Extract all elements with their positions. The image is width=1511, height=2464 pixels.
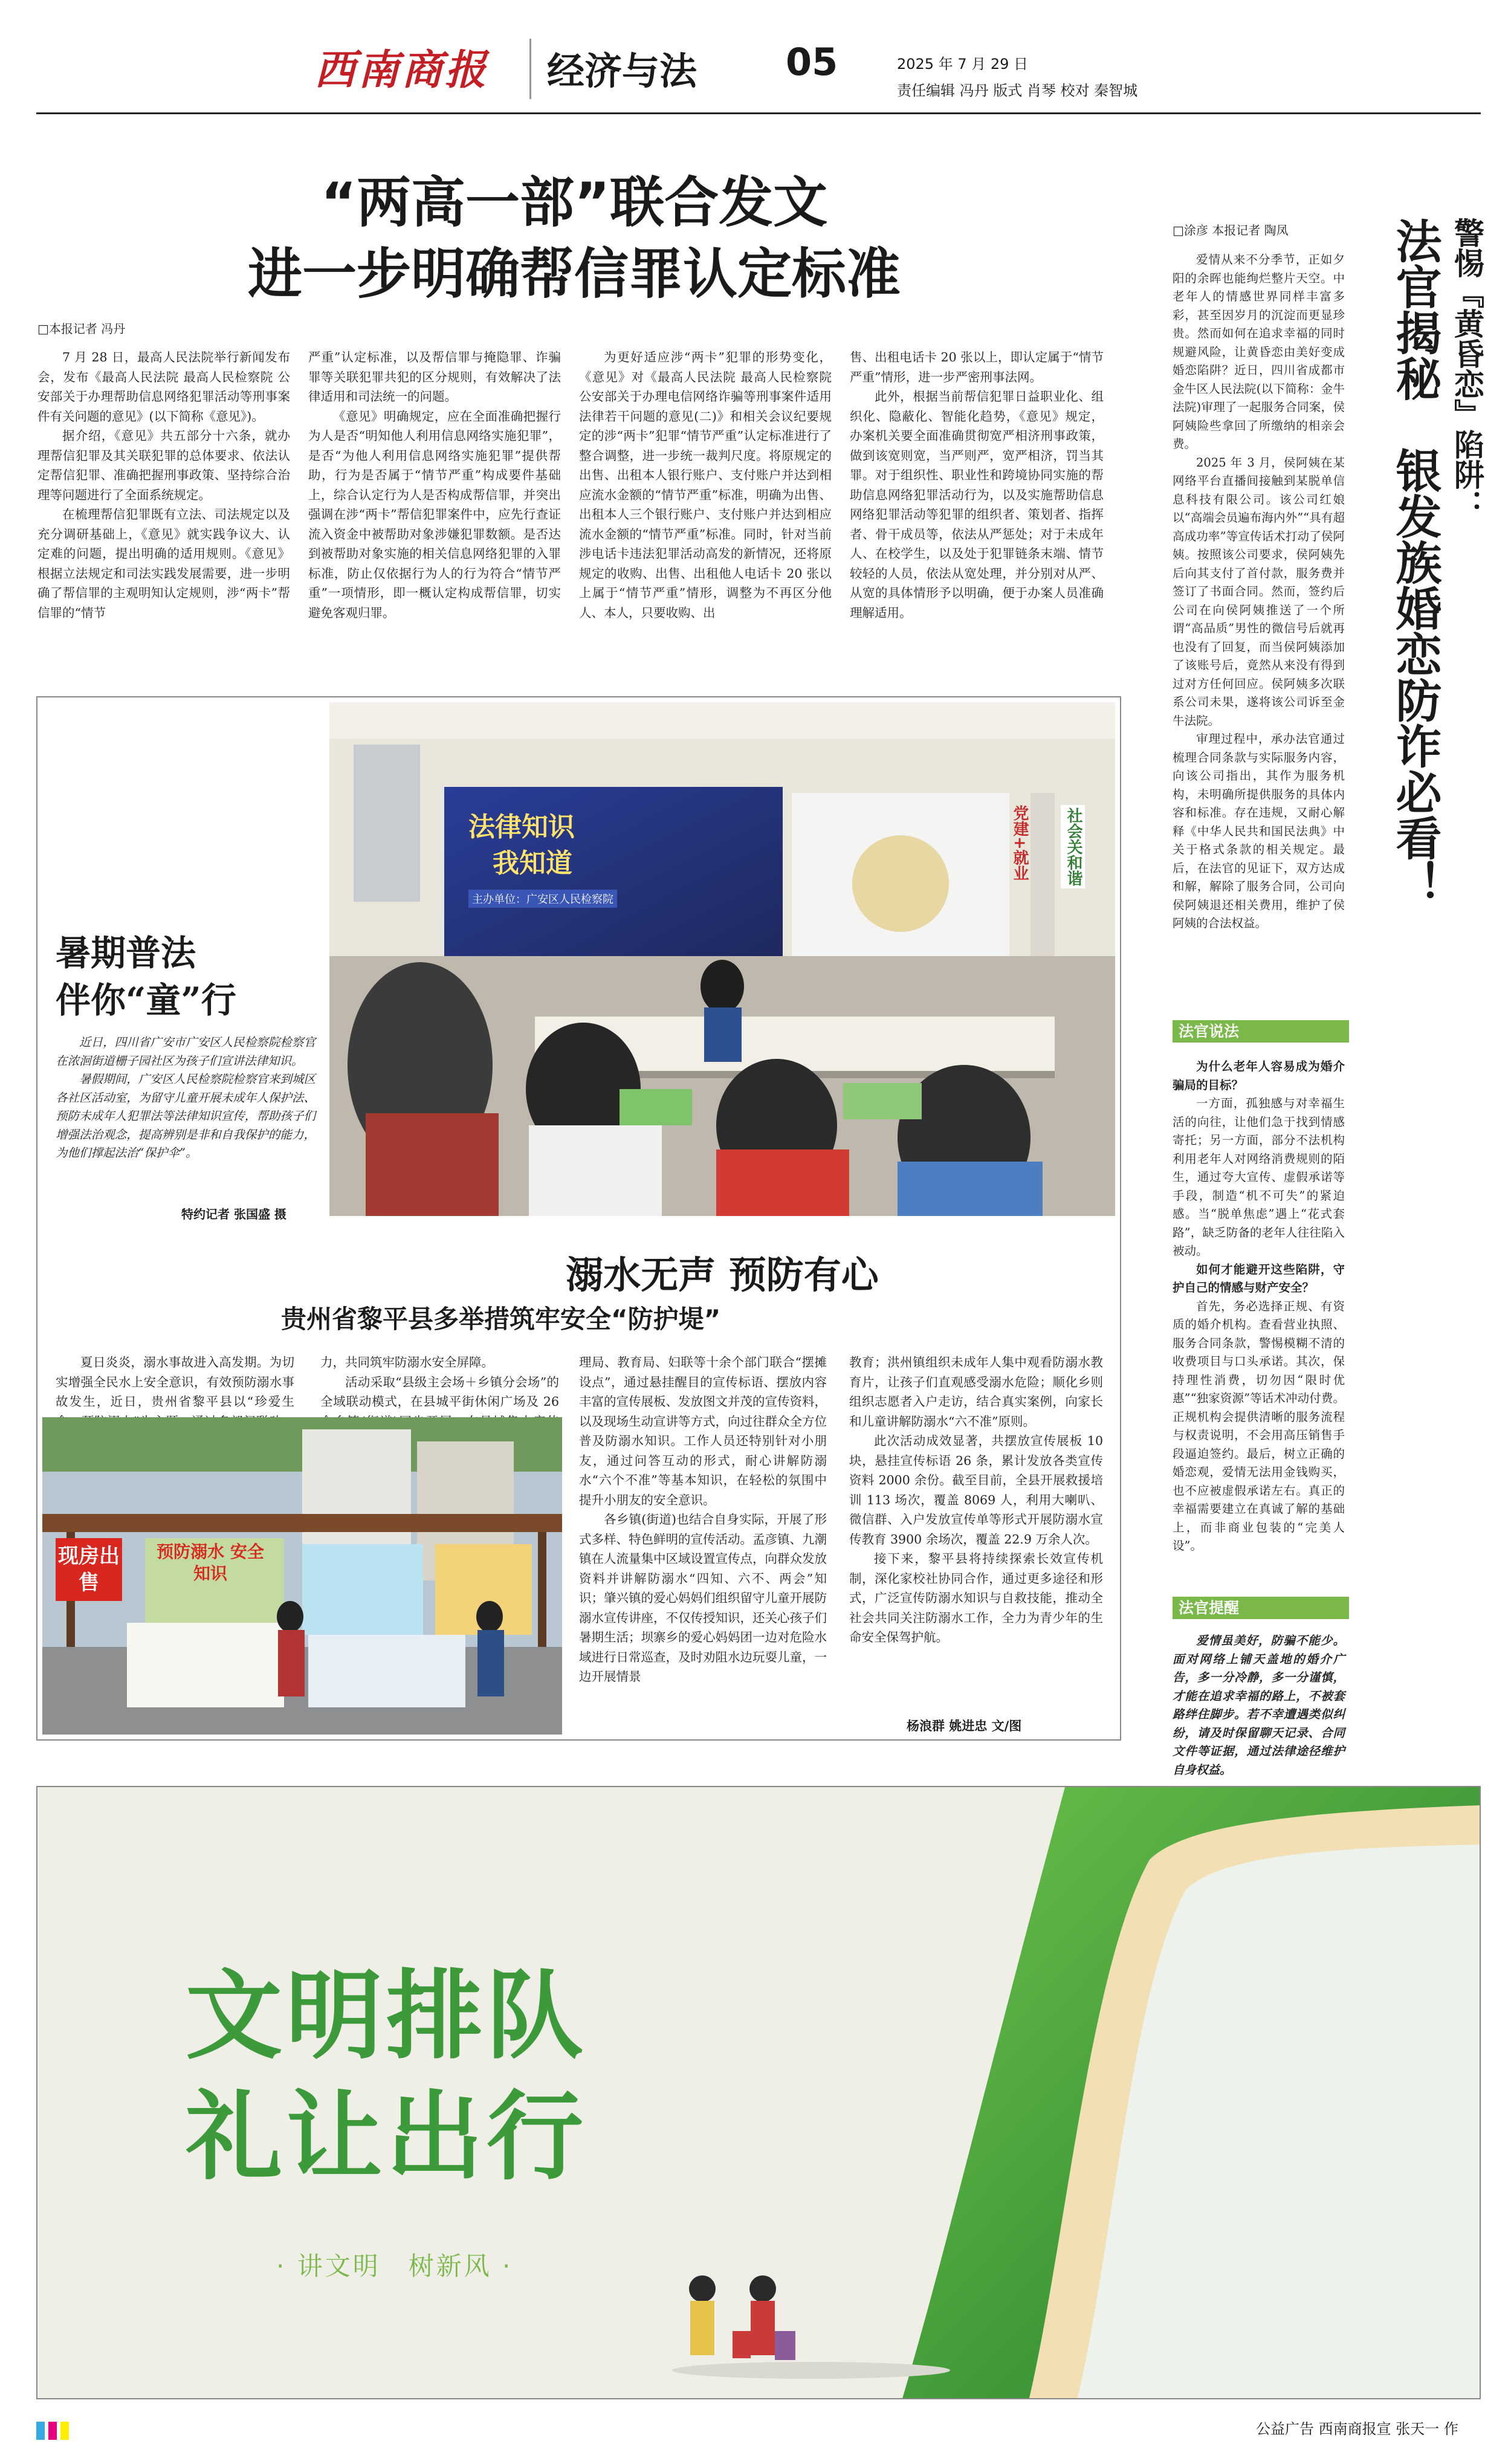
lead-headline-1: “两高一部”联合发文 (320, 171, 828, 234)
summer-caption (56, 1033, 315, 1163)
masthead-rule (36, 112, 1481, 114)
judge-reminder-label: 法官提醒 (1173, 1597, 1349, 1619)
banner-right: 社会关和谐 (1061, 805, 1085, 888)
paragraph: 近日，四川省广安市广安区人民检察院检察官在浓洄街道栅子园社区为孩子们宣讲法律知识。 (56, 1035, 315, 1068)
judge-qa (1173, 1058, 1345, 1556)
lead-col-2 (308, 348, 561, 622)
paragraph: 理局、教育局、妇联等十余个部门联合“摆摊设点”，通过悬挂醒目的宣传标语、摆放内容丰富的宣传展板、发放图文并茂的宣传资料，以及现场生动宣讲等方式，向过往群众全方位普及防溺水知识。工作人员还特别针对小朋友，通过问答互动的形式，耐心讲解防溺水“六个不准”等基本知识，在轻松的氛围中提升小朋友的安全意识。 (579, 1355, 827, 1507)
paragraph: 审理过程中，承办法官通过梳理合同条款与实际服务内容，向该公司指出，其作为服务机构，未明确所提供服务的具体内容和标准。存在违规，又耐心解释《中华人民共和国民法典》中关于格式条款的相关规定。最后，在法官的见证下，双方达成和解，解除了服务合同，公司向侯阿姨退还相关费用，维护了侯阿姨的合法权益。 (1173, 732, 1345, 930)
masthead-logo: 西南商报 (314, 46, 489, 94)
drowning-photo (42, 1417, 562, 1735)
drown-col-3 (579, 1353, 827, 1687)
vertical-title-2: 法官揭秘 (1388, 218, 1442, 401)
board-sponsor: 主办单位：广安区人民检察院 (468, 890, 617, 908)
sale-sign: 现房出售 (56, 1538, 122, 1601)
issue-date: 2025 年 7 月 29 日 (897, 56, 1029, 73)
paragraph: 在梳理帮信犯罪既有立法、司法规定以及充分调研基础上，《意见》就实践争议大、认定难的问题，提出明确的适用规则。《意见》根据立法规定和司法实践发展需要，进一步明确了帮信罪的主观明知认定规则，涉“两卡”帮信罪的“情节 (37, 507, 290, 620)
classroom-photo (329, 702, 1115, 1216)
paragraph: 夏日炎炎，溺水事故进入高发期。为切实增强全民水上安全意识，有效预防溺水事故发生，近日，贵州省黎平县以“珍爱生 (56, 1355, 294, 1409)
drown-title: 溺水无声 预防有心 (566, 1253, 879, 1297)
vertical-title-3: 银发族婚恋防诈必看！ (1388, 447, 1442, 907)
paragraph: 此次活动成效显著，共摆放宣传展板 10 块，悬挂宣传标语 26 条，累计发放各类宣传资料 2000 余份。截至目前，全县开展救援培训 113 场次，覆盖 8069 人，利用大喇叭、微信群、入户发放宣传单等形式开展防溺水宣传教育 3900 余场次，覆盖 22.9 万余人次。 (849, 1434, 1103, 1547)
drown-col-4 (849, 1353, 1103, 1648)
judge-reminder (1173, 1632, 1345, 1779)
board-heading-2: 我知道 (493, 848, 572, 879)
ad-title-1: 文明排队 (186, 1959, 587, 2072)
paragraph: 为更好适应涉“两卡”犯罪的形势变化，《意见》对《最高人民法院 最高人民检察院 公安部关于办理电信网络诈骗等刑事案件适用法律若干问题的意见(二)》和相关会议纪要规定的涉“两卡”犯罪“情节严重”认定标准进行了整合调整，进一步统一裁判尺度。将原规定的出售、出租本人银行账户、支付账户并达到相应流水金额的“情节严重”标准，明确为出售、出租本人三个银行账户、支付账户并达到相应流水金额的“情节严重”标准。同时，针对当前涉电话卡违法犯罪活动高发的新情况，还将原规定的收购、出售、出租他人电话卡 20 张以上属于“情节严重”情形，调整为不再区分他人、本人，只要收购、出 (579, 350, 832, 620)
lead-byline: □本报记者 冯丹 (37, 322, 126, 336)
paragraph: 各乡镇(街道)也结合自身实际，开展了形式多样、特色鲜明的宣传活动。孟彦镇、九潮镇在人流量集中区域设置宣传点，向群众发放资料并讲解防溺水“四知、六不、两会”知识；肇兴镇的爱心妈妈们组织留守儿童开展防溺水宣传讲座，不仅传授知识，还关心孩子们暑期生活；坝寨乡的爱心妈妈团一边对危险水域进行日常巡查，及时劝阻水边玩耍儿童，一边开展情景 (579, 1512, 827, 1684)
page-number: 05 (786, 40, 838, 84)
drown-credit: 杨浪群 姚进忠 文/图 (907, 1719, 1022, 1733)
paragraph: 严重”认定标准，以及帮信罪与掩隐罪、诈骗罪等关联犯罪共犯的区分规则，有效解决了法律适用和司法统一的问题。 (308, 350, 561, 404)
question-heading: 如何才能避开这些陷阱，守护自己的情感与财产安全？ (1173, 1262, 1345, 1295)
paragraph: 《意见》明确规定，应在全面准确把握行为人是否“明知他人利用信息网络实施犯罪”，是否“为他人利用信息网络实施犯罪”提供帮助，行为是否属于“情节严重”构成要件基础上，综合认定行为人是否构成帮信罪，并突出强调在涉“两卡”帮信犯罪案件中，应先行查证流入资金中被帮助对象涉嫌犯罪数额。是否达到被帮助对象实施的相关信息网络犯罪的入罪标准，防止仅依据行为人的行为符合“情节严重”一项情形，即一概认定构成帮信罪，切实避免客观归罪。 (308, 409, 561, 620)
color-bar-cyan (36, 2422, 45, 2440)
board-heading-1: 法律知识 (468, 812, 575, 842)
drown-subtitle: 贵州省黎平县多举措筑牢安全“防护堤” (281, 1304, 721, 1334)
lead-col-4 (850, 348, 1104, 622)
paragraph: 活动采取“县级主会场＋乡镇分会场”的全域联动模式，在县城平街休闲广场及 26 (320, 1374, 559, 1409)
banner-left: 党建+就业 (1011, 805, 1029, 881)
section-title: 经济与法 (547, 49, 697, 93)
right-article-body (1173, 251, 1345, 933)
masthead-divider (529, 39, 531, 99)
color-bar-magenta (48, 2422, 57, 2440)
color-bar-yellow (60, 2422, 69, 2440)
lead-col-3 (579, 348, 832, 622)
summer-title-2: 伴你“童”行 (56, 980, 236, 1021)
right-byline: □涂彦 本报记者 陶凤 (1173, 223, 1289, 238)
paragraph: 接下来，黎平县将持续探索长效宣传机制，深化家校社协同合作，通过更多途径和形式，广泛宣传防溺水知识与自救技能，推动全社会共同关注防溺水工作，全力为青少年的生命安全保驾护航。 (849, 1551, 1103, 1644)
paragraph: 暑假期间，广安区人民检察院检察官来到城区各社区活动室，为留守儿童开展未成年人保护法、预防未成年人犯罪法等法律知识宣传，帮助孩子们增强法治观念，提高辨别是非和自我保护的能力，为他们撑起法治“保护伞”。 (56, 1072, 315, 1160)
paragraph: 2025 年 3 月，侯阿姨在某网络平台直播间接触到某脱单信息科技有限公司。该公司红娘以“高端会员遍布海内外”“具有超高成功率”等宣传话术打动了侯阿姨。按照该公司要求，侯阿姨先后向其支付了首付款，服务费并签订了书面合同。然而，签约后公司在向侯阿姨推送了一个所谓“高品质”男性的微信号后就再也没有了回复，而当侯阿姨添加了该账号后，竟然从来没有得到过对方任何回应。侯阿姨多次联系公司未果，遂将该公司诉至金牛法院。 (1173, 455, 1345, 728)
lead-headline-2: 进一步明确帮信罪认定标准 (248, 242, 901, 306)
lead-col-1 (37, 348, 290, 622)
paragraph: 一方面，孤独感与对幸福生活的向往，让他们急于找到情感寄托；另一方面，部分不法机构利用老年人对网络消费规则的陌生，通过夸大宣传、虚假承诺等手段，制造“机不可失”的紧迫感。当“脱单焦虑”遇上“花式套路”，缺乏防备的老年人往往陷入被动。 (1173, 1096, 1345, 1258)
editor-credits: 责任编辑 冯丹 版式 肖琴 校对 秦智城 (897, 82, 1138, 99)
paragraph: 爱情虽美好，防骗不能少。面对网络上铺天盖地的婚介广告，多一分冷静，多一分谨慎，才能在追求幸福的路上，不被套路绊住脚步。若不幸遭遇类似纠纷，请及时保留聊天记录、合同文件等证据，通过法律途径维护自身权益。 (1173, 1634, 1345, 1777)
ad-title-2: 礼让出行 (186, 2080, 587, 2193)
paragraph: 教育；洪州镇组织未成年人集中观看防溺水教育片，让孩子们直观感受溺水危险；顺化乡则组织志愿者入户走访，结合真实案例，向家长和儿童讲解防溺水“六不准”原则。 (849, 1355, 1103, 1429)
ad-slogan: · 讲文明 树新风 · (276, 2251, 513, 2281)
masthead (0, 0, 1511, 121)
safety-board: 预防溺水 安全知识 (157, 1542, 264, 1583)
ad-credit: 公益广告 西南商报宣 张天一 作 (1256, 2420, 1458, 2437)
paragraph: 售、出租电话卡 20 张以上，即认定属于“情节严重”情形，进一步严密刑事法网。 (850, 350, 1104, 384)
vertical-title-1: 警惕『黄昏恋』陷阱： (1449, 218, 1485, 520)
paragraph: 首先，务必选择正规、有资质的婚介机构。查看营业执照、服务合同条款，警惕模糊不清的收费项目与口头承诺。其次，保持理性消费，切勿因“限时优惠”“独家资源”等话术冲动付费。正规机构会提供清晰的服务流程与权责说明，不会用高压销售手段逼迫签约。最后，树立正确的婚恋观，爱情无法用金钱购买，也不应被虚假承诺左右。真正的幸福需要建立在真诚了解的基础上，而非商业包装的“完美人设”。 (1173, 1299, 1345, 1553)
paragraph: 7 月 28 日，最高人民法院举行新闻发布会，发布《最高人民法院 最高人民检察院 公安部关于办理帮助信息网络犯罪活动等刑事案件有关问题的意见》(以下简称《意见》)。 (37, 350, 290, 424)
paragraph: 据介绍，《意见》共五部分十六条，就办理帮信犯罪及其关联犯罪的总体要求、依法认定帮信犯罪、准确把握刑事政策、坚持综合治理等问题进行了全面系统规定。 (37, 428, 290, 502)
summer-title-1: 暑期普法 (56, 933, 196, 974)
footer (0, 2408, 1511, 2457)
classroom-illustration (329, 702, 1115, 1216)
summer-photo-credit: 特约记者 张国盛 摄 (181, 1207, 286, 1221)
paragraph: 爱情从来不分季节，正如夕阳的余晖也能绚烂整片天空。中老年人的情感世界同样丰富多彩，甚至因岁月的沉淀而更显珍贵。然而如何在追求幸福的同时规避风险，让黄昏恋由美好变成婚恋陷阱？近日，四川省成都市金牛区人民法院(以下简称：金牛法院)审理了一起服务合同案，侯阿姨险些拿回了所缴纳的相亲会费。 (1173, 253, 1345, 451)
public-ad (36, 1786, 1481, 2399)
paragraph: 此外，根据当前帮信犯罪日益职业化、组织化、隐蔽化、智能化趋势，《意见》规定，办案机关要全面准确贯彻宽严相济刑事政策，做到该宽则宽，当严则严，宽严相济，罚当其罪。对于组织性、职业性和跨境协同实施的帮助信息网络犯罪活动行为，以及实施帮助信息网络犯罪活动等犯罪的组织者、策划者、指挥者、骨干成员等，依法从严惩处；对于未成年人、在校学生，以及处于犯罪链条末端、情节较轻的人员，依法从宽处理，并分别对从严、从宽的具体情形予以明确，便于办案人员准确理解适用。 (850, 389, 1104, 620)
judge-says-label: 法官说法 (1173, 1020, 1349, 1043)
paragraph: 力，共同筑牢防溺水安全屏障。 (320, 1355, 494, 1369)
question-heading: 为什么老年人容易成为婚介骗局的目标？ (1173, 1059, 1345, 1092)
